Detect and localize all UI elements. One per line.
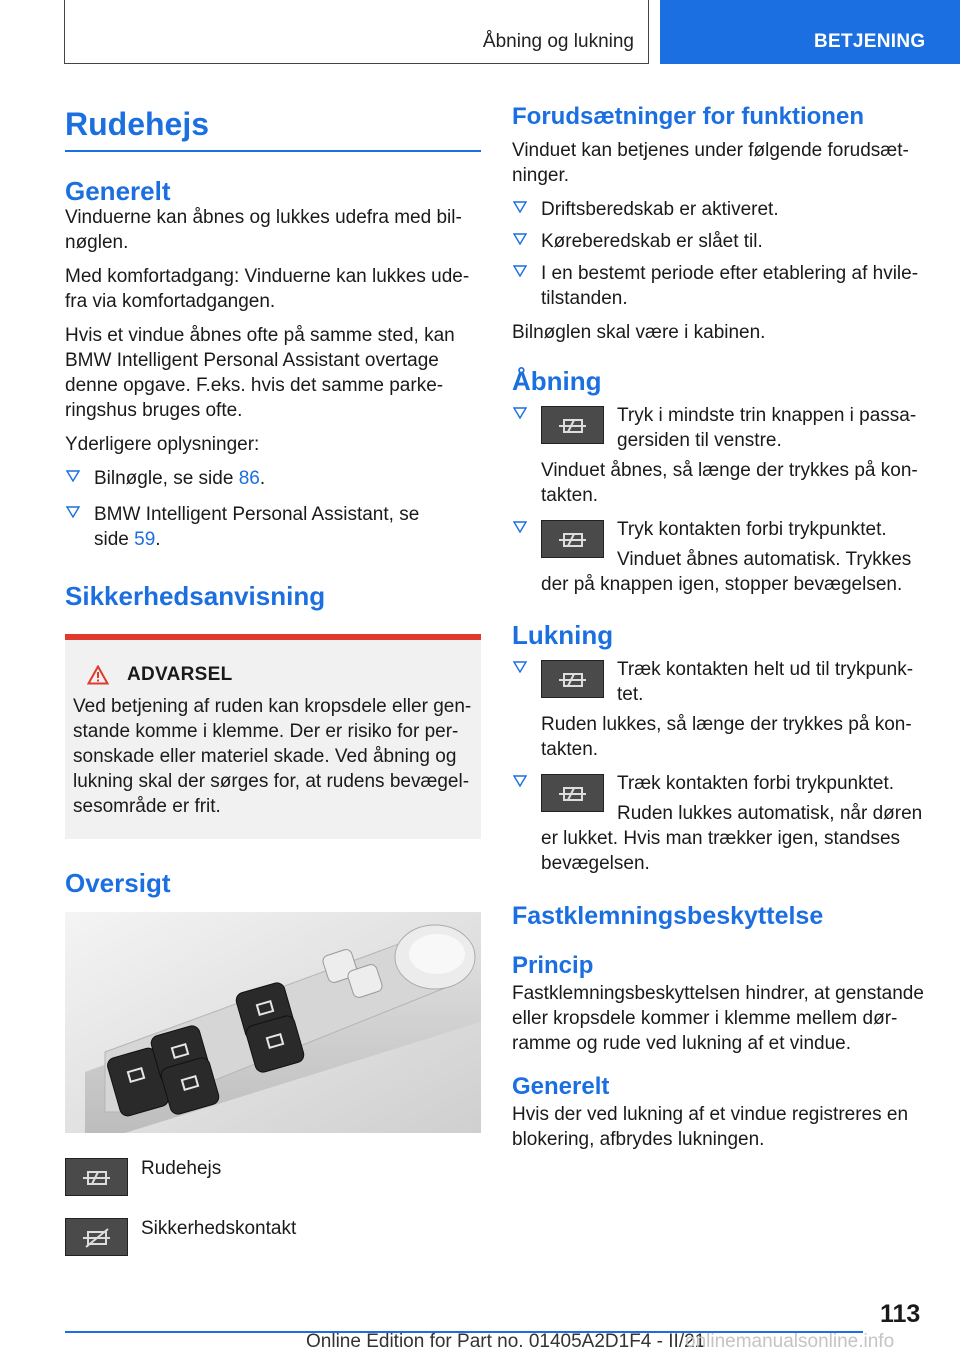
warning-box bbox=[65, 634, 481, 839]
list-item: Træk kontakten forbi trykpunktet. Ruden lukkes automatisk, når døren er lukket. Hvis man trækker igen, standses bevægelsen. bbox=[512, 771, 928, 876]
window-lift-icon bbox=[541, 520, 604, 558]
para-generelt-1: Vinduerne kan åbnes og lukkes udefra med bil- nøglen. bbox=[65, 206, 462, 253]
heading-generelt-2: Generelt bbox=[512, 1073, 610, 1100]
heading-open: Åbning bbox=[512, 366, 602, 396]
para-prereq: Vinduet kan betjenes under følgende forudsæt- ninger. bbox=[512, 140, 909, 186]
overview-item-window-lift bbox=[65, 1158, 481, 1196]
header-chapter-tab[interactable] bbox=[660, 0, 960, 64]
triangle-bullet-icon bbox=[66, 470, 80, 482]
safety-switch-icon bbox=[65, 1218, 128, 1256]
para-key-in-cabin: Bilnøglen skal være i kabinen. bbox=[512, 322, 766, 343]
para-principle: Fastklemningsbeskyttelsen hindrer, at genstande eller kropsdele kommer i klemme mellem dør- ramme og rude ved lukning af et vindue. bbox=[512, 983, 924, 1054]
para-more-info: Yderligere oplysninger: bbox=[65, 433, 260, 455]
triangle-bullet-icon bbox=[513, 407, 527, 419]
header-chapter-title: BETJENING bbox=[814, 31, 926, 52]
triangle-bullet-icon bbox=[513, 265, 527, 277]
para-generelt-2: Med komfortadgang: Vinduerne kan lukkes ude- fra via komfortadgangen. bbox=[65, 265, 470, 312]
warning-text: Ved betjening af ruden kan kropsdele eller gen- stande komme i klemme. Der er risiko for per- sonskade eller materiel skade. Ved åbning og lukning skal der sørges for, at rudens bevægel- sesområde er frit. bbox=[73, 695, 472, 817]
triangle-bullet-icon bbox=[513, 521, 527, 533]
window-lift-icon bbox=[541, 406, 604, 444]
warning-triangle-icon bbox=[87, 665, 109, 685]
overview-label-1: Rudehejs bbox=[141, 1157, 222, 1179]
footer-watermark: onlinemanualsonline.info bbox=[685, 1331, 895, 1352]
para-generelt-pinch: Hvis der ved lukning af et vindue registreres en blokering, afbrydes lukningen. bbox=[512, 1104, 909, 1150]
window-lift-icon bbox=[65, 1158, 128, 1196]
window-switch-photo bbox=[65, 912, 481, 1133]
left-column bbox=[65, 104, 481, 1256]
header-section-title: Åbning og lukning bbox=[482, 31, 634, 52]
list-item: Bilnøgle, se side 86. bbox=[65, 466, 481, 491]
triangle-bullet-icon bbox=[513, 201, 527, 213]
list-item: I en bestemt periode efter etablering af hvile- tilstanden. bbox=[512, 261, 928, 311]
triangle-bullet-icon bbox=[66, 506, 80, 518]
heading-generelt: Generelt bbox=[65, 175, 171, 206]
window-lift-icon bbox=[541, 660, 604, 698]
title-rule bbox=[65, 150, 481, 152]
heading-overview: Oversigt bbox=[65, 867, 171, 898]
triangle-bullet-icon bbox=[513, 233, 527, 245]
page-link-59[interactable]: 59 bbox=[134, 528, 156, 550]
para-generelt-3: Hvis et vindue åbnes ofte på samme sted, kan BMW Intelligent Personal Assistant overtage denne opgave. F.eks. hvis det samme parke- ringshus bruges ofte. bbox=[65, 324, 455, 421]
list-item: Tryk kontakten forbi trykpunktet. Vinduet åbnes automatisk. Trykkes der på knappen igen, stopper bevægelsen. bbox=[512, 517, 928, 597]
heading-pinch: Fastklemningsbeskyttelse bbox=[512, 902, 824, 930]
overview-label-2: Sikkerhedskontakt bbox=[141, 1217, 297, 1239]
warning-title: ADVARSEL bbox=[73, 664, 473, 686]
overview-item-safety-switch bbox=[65, 1218, 481, 1256]
heading-close: Lukning bbox=[512, 620, 614, 650]
window-lift-icon bbox=[541, 774, 604, 812]
triangle-bullet-icon bbox=[513, 661, 527, 673]
list-item: BMW Intelligent Personal Assistant, se side 59. bbox=[65, 502, 481, 552]
page-number: 113 bbox=[880, 1300, 921, 1328]
heading-principle: Princip bbox=[512, 952, 594, 979]
list-item: Driftsberedskab er aktiveret. bbox=[512, 197, 928, 222]
list-item: Træk kontakten helt ud til trykpunk- tet. Ruden lukkes, så længe der trykkes på kon- takten. bbox=[512, 657, 928, 762]
heading-prereq: Forudsætninger for funktionen bbox=[512, 103, 864, 130]
list-item: Køreberedskab er slået til. bbox=[512, 229, 928, 254]
heading-safety: Sikkerhedsanvisning bbox=[65, 580, 326, 611]
page-title: Rudehejs bbox=[65, 106, 210, 142]
triangle-bullet-icon bbox=[513, 775, 527, 787]
page-link-86[interactable]: 86 bbox=[238, 467, 260, 489]
list-item: Tryk i mindste trin knappen i passa- gersiden til venstre. Vinduet åbnes, så længe der trykkes på kon- takten. bbox=[512, 403, 928, 508]
footer-edition: Online Edition for Part no. 01405A2D1F4 - II/21 bbox=[306, 1331, 706, 1352]
header-section-box bbox=[64, 0, 649, 64]
right-column bbox=[512, 102, 928, 1152]
